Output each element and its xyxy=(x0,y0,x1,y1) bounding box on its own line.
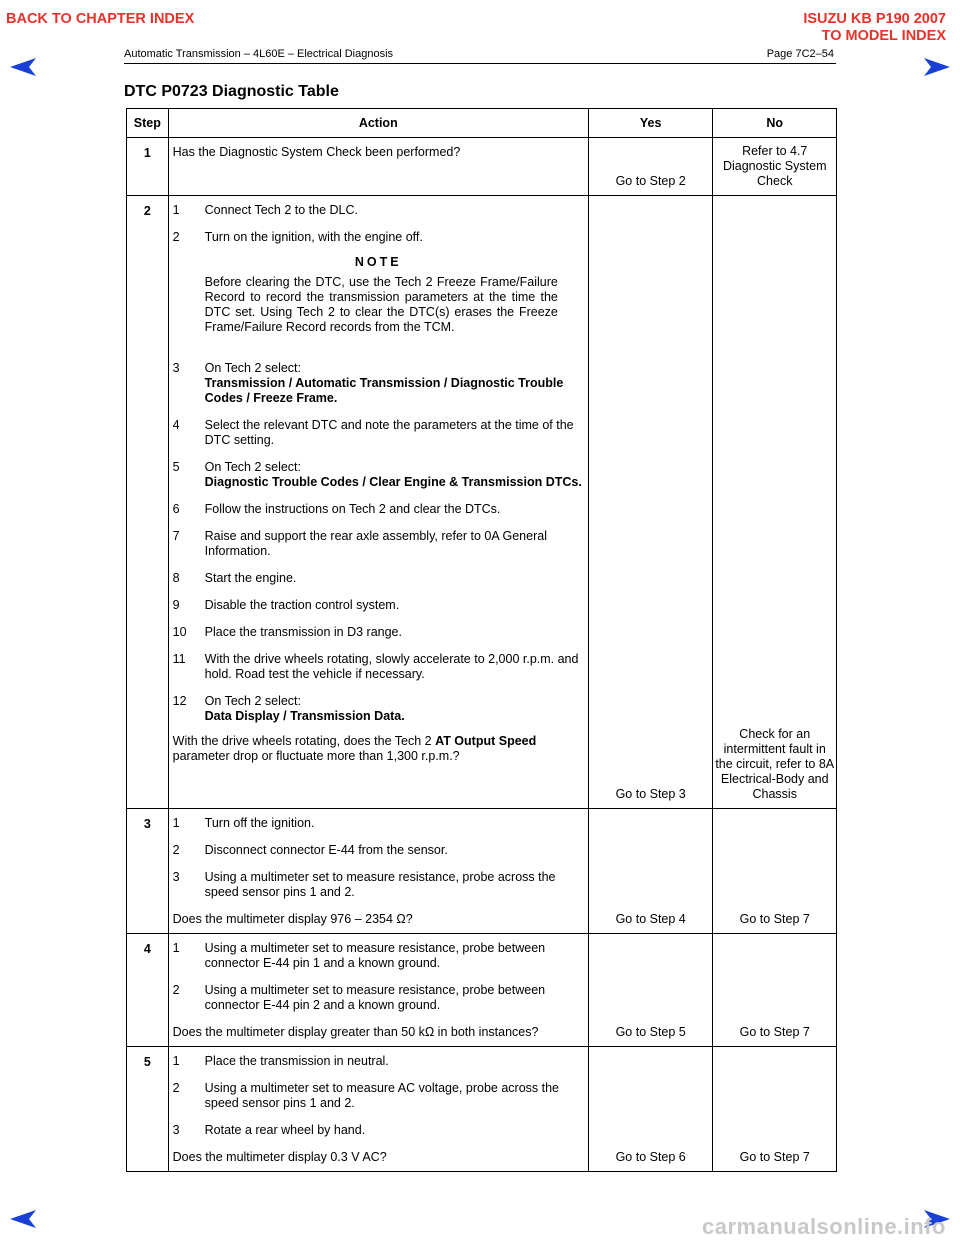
menu-path: Diagnostic Trouble Codes / Clear Engine & Transmission DTCs. xyxy=(204,475,582,489)
item-number: 8 xyxy=(172,571,180,585)
step-number: 4 xyxy=(127,934,169,1047)
table-header-row xyxy=(127,109,837,138)
watermark: carmanualsonline.info xyxy=(702,1214,946,1239)
item-number: 1 xyxy=(172,816,180,830)
header-rule xyxy=(124,63,836,64)
no-cell: Go to Step 7 xyxy=(713,809,837,934)
item-number: 12 xyxy=(172,694,187,708)
item-text: On Tech 2 select: xyxy=(204,361,302,375)
item-text: Start the engine. xyxy=(204,571,297,585)
item-text: Connect Tech 2 to the DLC. xyxy=(204,203,358,217)
list-item xyxy=(173,460,584,490)
item-number: 4 xyxy=(172,418,180,432)
item-number: 1 xyxy=(172,1054,180,1068)
table-row-step-1 xyxy=(127,138,837,196)
step-number: 2 xyxy=(127,196,169,809)
list-item xyxy=(173,652,584,682)
question-text: parameter drop or fluctuate more than 1,300 r.p.m.? xyxy=(172,749,460,763)
action-cell xyxy=(168,809,588,934)
item-text: With the drive wheels rotating, slowly accelerate to 2,000 r.p.m. and hold. Road test the vehicle if necessary. xyxy=(204,652,579,681)
action-cell xyxy=(168,196,588,809)
col-step-header: Step xyxy=(127,109,169,138)
model-index-link[interactable] xyxy=(803,11,946,45)
item-text: Turn off the ignition. xyxy=(204,816,315,830)
list-item xyxy=(173,230,584,245)
item-text: Using a multimeter set to measure resistance, probe between connector E-44 pin 1 and a known ground. xyxy=(204,941,546,970)
action-cell xyxy=(168,934,588,1047)
col-no-header: No xyxy=(713,109,837,138)
item-text: Disable the traction control system. xyxy=(204,598,400,612)
previous-page-arrow-icon[interactable] xyxy=(8,56,38,78)
list-item xyxy=(173,983,584,1013)
menu-path: Data Display / Transmission Data. xyxy=(204,709,405,723)
no-cell: Check for an intermittent fault in the circuit, refer to 8A Electrical-Body and Chassis xyxy=(713,196,837,809)
item-number: 3 xyxy=(172,361,180,375)
parameter-name: AT Output Speed xyxy=(435,734,537,748)
table-row-step-4 xyxy=(127,934,837,1047)
section-header: Automatic Transmission – 4L60E – Electrical Diagnosis xyxy=(124,48,394,60)
item-number: 3 xyxy=(172,1123,180,1137)
yes-cell: Go to Step 2 xyxy=(588,138,713,196)
item-text: Using a multimeter set to measure resistance, probe across the speed sensor pins 1 and 2. xyxy=(204,870,556,899)
item-text: Disconnect connector E-44 from the sensor. xyxy=(204,843,448,857)
list-item xyxy=(173,870,584,900)
list-item xyxy=(173,502,584,517)
list-item xyxy=(173,529,584,559)
item-number: 1 xyxy=(172,203,180,217)
yes-cell: Go to Step 4 xyxy=(588,809,713,934)
diagnostic-table xyxy=(126,108,837,1172)
list-item xyxy=(173,418,584,448)
step-question xyxy=(173,734,584,764)
item-text: On Tech 2 select: xyxy=(204,460,302,474)
step-number: 3 xyxy=(127,809,169,934)
list-item xyxy=(173,598,584,613)
yes-cell: Go to Step 6 xyxy=(588,1047,713,1172)
step-number: 5 xyxy=(127,1047,169,1172)
item-text: Select the relevant DTC and note the parameters at the time of the DTC setting. xyxy=(204,418,574,447)
note-heading: NOTE xyxy=(354,255,402,269)
col-action-header: Action xyxy=(168,109,588,138)
action-cell xyxy=(168,1047,588,1172)
to-model-index[interactable]: TO MODEL INDEX xyxy=(821,28,946,44)
list-item xyxy=(173,941,584,971)
step-question: Does the multimeter display 0.3 V AC? xyxy=(172,1150,387,1164)
item-text: Raise and support the rear axle assembly, refer to 0A General Information. xyxy=(204,529,547,558)
menu-path: Transmission / Automatic Transmission / Diagnostic Trouble Codes / Freeze Frame. xyxy=(204,376,564,405)
item-text: Using a multimeter set to measure AC voltage, probe across the speed sensor pins 1 and 2. xyxy=(204,1081,559,1110)
list-item xyxy=(173,816,584,831)
no-cell: Go to Step 7 xyxy=(713,934,837,1047)
item-number: 5 xyxy=(172,460,180,474)
question-text: With the drive wheels rotating, does the Tech 2 xyxy=(172,734,432,748)
step-question: Has the Diagnostic System Check been performed? xyxy=(172,145,461,159)
item-text: Follow the instructions on Tech 2 and clear the DTCs. xyxy=(204,502,501,516)
list-item xyxy=(173,843,584,858)
list-item xyxy=(173,625,584,640)
item-text: On Tech 2 select: xyxy=(204,694,302,708)
model-title[interactable]: ISUZU KB P190 2007 xyxy=(803,11,946,27)
item-text: Place the transmission in neutral. xyxy=(204,1054,389,1068)
item-number: 1 xyxy=(172,941,180,955)
action-cell xyxy=(168,138,588,196)
item-number: 2 xyxy=(172,230,180,244)
item-number: 2 xyxy=(172,1081,180,1095)
previous-page-arrow-bottom-icon[interactable] xyxy=(8,1208,38,1230)
yes-cell: Go to Step 5 xyxy=(588,934,713,1047)
note-text: Before clearing the DTC, use the Tech 2 Freeze Frame/Failure Record to record the transmission parameters at the time the DTC set. Using Tech 2 to clear the DTC(s) erases the Freeze Frame/Failure Record records from the TCM. xyxy=(204,275,558,334)
step-number: 1 xyxy=(127,138,169,196)
table-row-step-5 xyxy=(127,1047,837,1172)
item-number: 2 xyxy=(172,983,180,997)
no-cell: Refer to 4.7 Diagnostic System Check xyxy=(713,138,837,196)
step-question: Does the multimeter display 976 – 2354 Ω? xyxy=(172,912,413,926)
col-yes-header: Yes xyxy=(588,109,713,138)
list-item xyxy=(173,203,584,218)
table-row-step-2 xyxy=(127,196,837,809)
item-text: Using a multimeter set to measure resistance, probe between connector E-44 pin 2 and a known ground. xyxy=(204,983,546,1012)
list-item xyxy=(173,361,584,406)
item-number: 2 xyxy=(172,843,180,857)
yes-cell: Go to Step 3 xyxy=(588,196,713,809)
table-row-step-3 xyxy=(127,809,837,934)
list-item xyxy=(173,694,584,724)
list-item xyxy=(173,571,584,586)
item-number: 10 xyxy=(172,625,187,639)
item-number: 9 xyxy=(172,598,180,612)
next-page-arrow-icon[interactable] xyxy=(922,56,952,78)
no-cell: Go to Step 7 xyxy=(713,1047,837,1172)
page-number: Page 7C2–54 xyxy=(766,48,834,60)
list-item xyxy=(173,1054,584,1069)
item-text: Turn on the ignition, with the engine off. xyxy=(204,230,423,244)
item-number: 7 xyxy=(172,529,180,543)
page-title: DTC P0723 Diagnostic Table xyxy=(124,83,339,100)
item-number: 6 xyxy=(172,502,180,516)
step-question: Does the multimeter display greater than 50 kΩ in both instances? xyxy=(172,1025,539,1039)
item-text: Rotate a rear wheel by hand. xyxy=(204,1123,366,1137)
back-to-chapter-index-link[interactable]: BACK TO CHAPTER INDEX xyxy=(6,11,195,27)
item-text: Place the transmission in D3 range. xyxy=(204,625,402,639)
item-number: 3 xyxy=(172,870,180,884)
item-number: 11 xyxy=(172,652,186,666)
list-item xyxy=(173,1123,584,1138)
list-item xyxy=(173,1081,584,1111)
